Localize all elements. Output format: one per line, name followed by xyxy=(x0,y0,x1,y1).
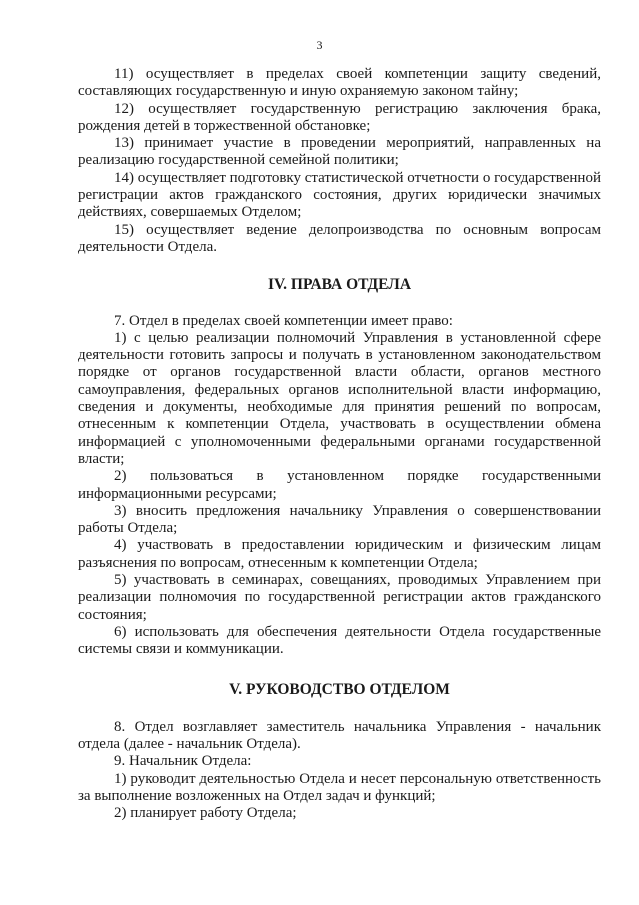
list-item: 14) осуществляет подготовку статистической отчетности о государственной регистрации актов гражданского состояния, других юридически значимых действиях, совершаемых Отделом; xyxy=(78,169,601,221)
section-heading-v: V. РУКОВОДСТВО ОТДЕЛОМ xyxy=(229,680,450,698)
list-item: 2) пользоваться в установленном порядке государственными информационными ресурсами; xyxy=(78,468,601,502)
section-heading-iv: IV. ПРАВА ОТДЕЛА xyxy=(267,276,412,294)
page-number: 3 xyxy=(316,38,323,52)
list-item: 13) принимает участие в проведении мероприятий, направленных на реализацию государственной семейной политики; xyxy=(78,135,601,169)
clause-9: 9. Начальник Отдела: xyxy=(114,753,252,770)
list-item: 12) осуществляет государственную регистрацию заключения брака, рождения детей в торжественной обстановке; xyxy=(78,100,601,134)
clause-8: 8. Отдел возглавляет заместитель начальника Управления - начальник отдела (далее - начальник Отдела). xyxy=(78,718,601,753)
list-item: 15) осуществляет ведение делопроизводства по основным вопросам деятельности Отдела. xyxy=(78,221,601,255)
list-item: 1) руководит деятельностью Отдела и несет персональную ответственность за выполнение возложенных на Отдел задач и функций; xyxy=(78,770,601,804)
document-body xyxy=(78,66,601,823)
list-item: 1) с целью реализации полномочий Управления в установленной сфере деятельности готовить запросы и получать в установленном законодательством порядке от органов государственной власти области, органов местного самоуправления, федеральных органов исполнительной власти информацию, сведения и документы, необходимые для принятия решений по вопросам, отнесенным к компетенции Отдела, участвовать в осуществлении обмена информацией с уполномоченными федеральными органами государственной власти; xyxy=(78,329,601,467)
list-item: 3) вносить предложения начальнику Управления о совершенствовании работы Отдела; xyxy=(78,502,601,537)
list-item: 6) использовать для обеспечения деятельности Отдела государственные системы связи и коммуникации. xyxy=(78,623,601,658)
list-item: 11) осуществляет в пределах своей компетенции защиту сведений, составляющих государственную и иную охраняемую законом тайну; xyxy=(78,66,601,100)
clause-7: 7. Отдел в пределах своей компетенции имеет право: xyxy=(114,312,453,329)
list-item: 4) участвовать в предоставлении юридическим и физическим лицам разъяснения по вопросам, отнесенным к компетенции Отдела; xyxy=(78,537,601,571)
list-item: 2) планирует работу Отдела; xyxy=(114,805,297,822)
list-item: 5) участвовать в семинарах, совещаниях, проводимых Управлением при реализации полномочия по государственной регистрации актов гражданского состояния; xyxy=(78,572,601,623)
